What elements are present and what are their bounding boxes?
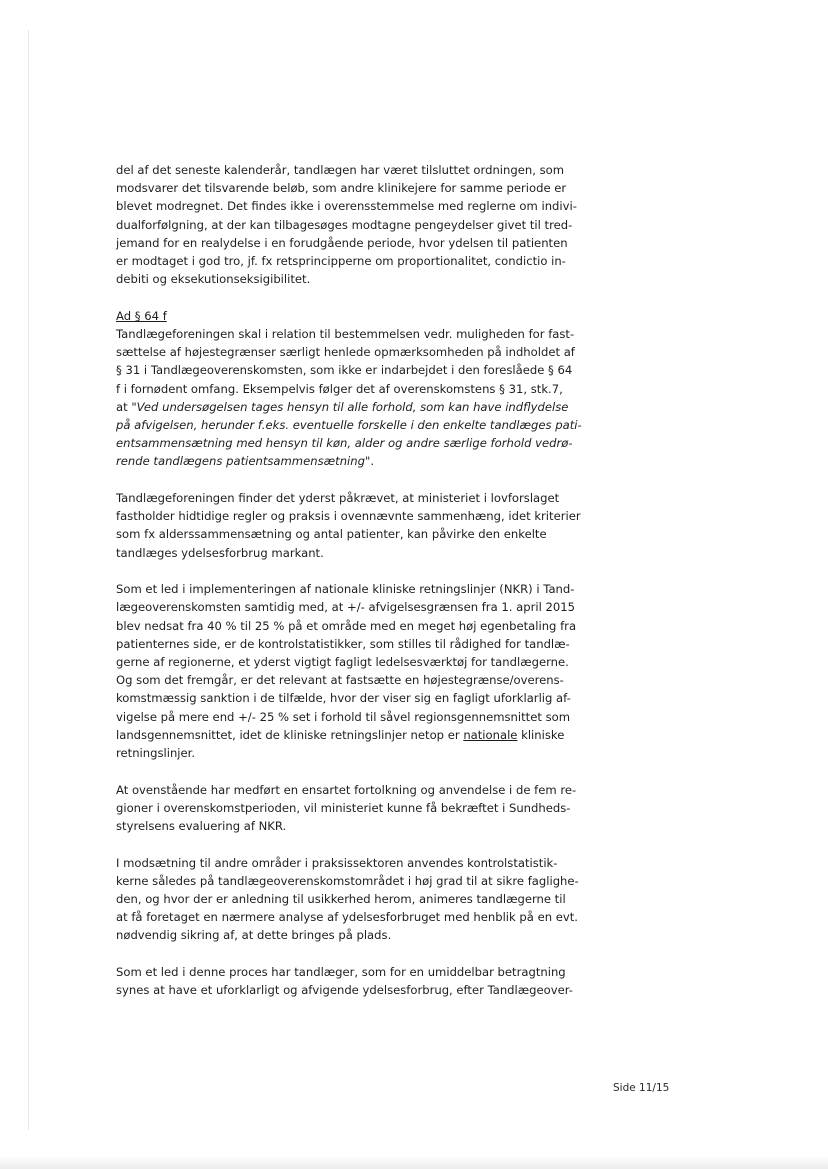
quote-text: rende tandlægens patientsammensætning <box>116 454 365 469</box>
scan-bottom-edge <box>0 1155 828 1169</box>
paragraph-1: del af det seneste kalenderår, tandlægen har været tilsluttet ordningen, som modsvarer det tilsvarende beløb, som andre klinikejere for samme periode er blevet modregnet. Det findes ikke i overensstemmelse med reglerne om indivi- dualforfølgning, at der kan tilbagesøges modtagne pengeydelser givet til tred- jemand for en realydelse i en forudgående periode, hvor ydelsen til patienten er modtaget i god tro, jf. fx retsprincipperne om proportionalitet, condictio in- debiti og eksekutionseksigibilitet. <box>116 163 577 287</box>
paragraph-4: Som et led i implementeringen af nationale kliniske retningslinjer (NKR) i Tand- lægeoverenskomsten samtidig med, at +/- afvigelsesgrænsen fra 1. april 2015 blev nedsat fra 40 % til 25 % på et område med en meget høj egenbetaling fra patienternes side, er de kontrolstatistikker, som stilles til rådighed for tandlæ- gerne af regionerne, et yderst vigtigt fagligt ledelsesværktøj for tandlægerne. Og som det fremgår, er det relevant at fastsætte en højestegrænse/overens- komstmæssig sanktion i de tilfælde, hvor der viser sig en fagligt uforklarlig af- vigelse på mere end +/- 25 % set i forhold til såvel regionsgennemsnittet som landsgennemsnittet, idet de kliniske retningslinjer netop er nationale kliniske retningslinjer. <box>116 582 577 761</box>
scan-edge-line <box>28 30 29 1130</box>
page-number: Side 11/15 <box>613 1082 670 1094</box>
paragraph-3: Tandlægeforeningen finder det yderst påkrævet, at ministeriet i lovforslaget fastholder hidtidige regler og praksis i ovennævnte sammenhæng, idet kriterier som fx alderssammensætning og antal patienter, kan påvirke den enkelte tandlæges ydelsesforbrug markant. <box>116 491 581 560</box>
quote-text: på afvigelsen, herunder f.eks. eventuelle forskelle i den enkelte tandlæges pati- <box>116 418 582 433</box>
paragraph-5: At ovenstående har medført en ensartet fortolkning og anvendelse i de fem re- gioner i overenskomstperioden, vil ministeriet kunne få bekræftet i Sundheds- styrelsens evaluering af NKR. <box>116 782 577 834</box>
quote-text: entsammensætning med hensyn til køn, alder og andre særlige forhold vedrø- <box>116 436 573 451</box>
paragraph-7: Som et led i denne proces har tandlæger, som for en umiddelbar betragtning synes at have et uforklarligt og afvigende ydelsesforbrug, efter Tandlægeover- <box>116 965 573 998</box>
section-heading: Ad § 64 f <box>116 308 167 323</box>
paragraph-6: I modsætning til andre områder i praksissektoren anvendes kontrolstatistik- kerne således på tandlægeoverenskomstområdet i høj grad til at sikre faglighe- den, og hvor der er anledning til usikkerhed herom, animeres tandlægerne til at få foretaget en nærmere analyse af ydelsesforbruget med henblik på en evt. nødvendig sikring af, at dette bringes på plads. <box>116 855 579 943</box>
quote-outro: ". <box>364 454 375 469</box>
underlined-word: nationale <box>463 727 518 742</box>
document-body <box>116 161 596 1018</box>
paragraph-section-64f: Ad § 64 f Tandlægeforeningen skal i relation til bestemmelsen vedr. muligheden for fast- sættelse af højestegrænser særligt henlede opmærksomheden på indholdet af § 31 i Tandlægeoverenskomsten, som ikke er indarbejdet i den foreslåede § 64 f i fornødent omfang. Eksempelvis følger det af overenskomstens § 31, stk.7, at "Ved undersøgelsen tages hensyn til alle forhold, som kan have indflydelse på afvigelsen, herunder f.eks. eventuelle forskelle i den enkelte tandlæges pati- entsammensætning med hensyn til køn, alder og andre særlige forhold vedrø- rende tandlægens patientsammensætning". <box>116 307 596 471</box>
quote-text: Ved undersøgelsen tages hensyn til alle forhold, som kan have indflydelse <box>136 399 569 414</box>
quote-intro: at " <box>116 399 137 414</box>
